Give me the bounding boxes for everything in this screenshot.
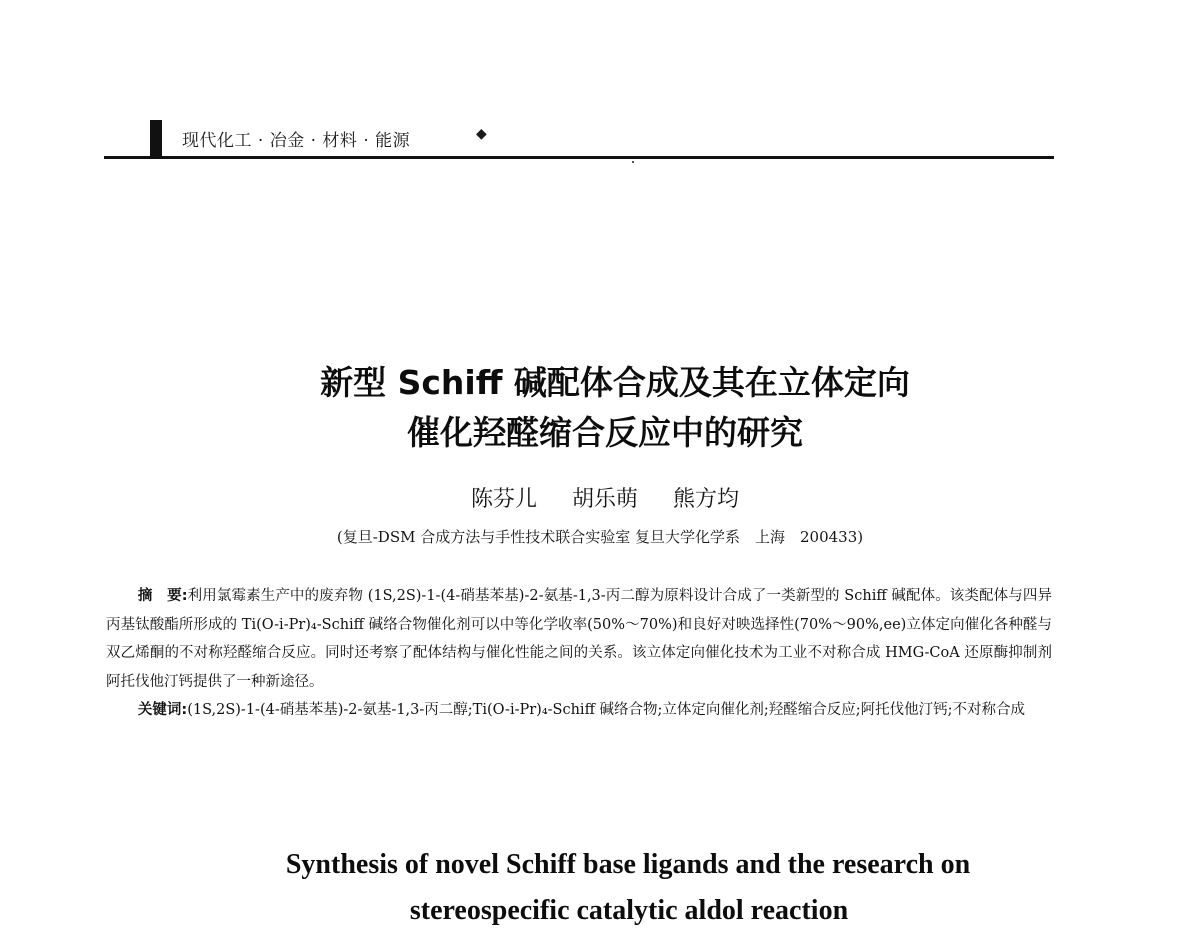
abstract-paragraph	[106, 582, 1052, 696]
english-title-line-1: Synthesis of novel Schiff base ligands and the research on	[285, 849, 971, 880]
header-rule	[104, 156, 1054, 159]
english-title	[0, 842, 1200, 934]
running-title: 现代化工 · 冶金 · 材料 · 能源	[182, 131, 411, 151]
diamond-icon: ◆	[476, 126, 487, 142]
author: 熊方均	[673, 487, 740, 512]
keywords-paragraph	[106, 696, 1052, 725]
abstract-section	[106, 582, 1052, 725]
keywords-text: (1S,2S)-1-(4-硝基苯基)-2-氨基-1,3-丙二醇;Ti(O-i-Pr)₄-Schiff 碱络合物;立体定向催化剂;羟醛缩合反应;阿托伐他汀钙;不对称合成	[187, 702, 1026, 718]
author: 陈芬儿	[470, 487, 537, 512]
chinese-title-line-2: 催化羟醛缩合反应中的研究	[407, 413, 803, 452]
running-header	[104, 118, 1054, 158]
affiliation: (复旦-DSM 合成方法与手性技术联合实验室 复旦大学化学系 上海 200433)	[336, 528, 864, 546]
keywords-label: 关键词:	[137, 702, 188, 718]
author: 胡乐萌	[571, 487, 638, 512]
header-marker-bar	[150, 120, 162, 156]
chinese-title	[0, 358, 1200, 458]
chinese-title-line-1: 新型 Schiff 碱配体合成及其在立体定向	[320, 363, 910, 402]
abstract-label: 摘 要:	[137, 588, 188, 604]
english-title-line-2: stereospecific catalytic aldol reaction	[409, 895, 849, 926]
scan-speck	[632, 161, 634, 163]
abstract-text: 利用氯霉素生产中的废弃物 (1S,2S)-1-(4-硝基苯基)-2-氨基-1,3-丙二醇为原料设计合成了一类新型的 Schiff 碱配体。该类配体与四异丙基钛酸酯所形成的 Ti(O-i-Pr)₄-Schiff 碱络合物催化剂可以中等化学收率(50%～70%)和良好对映选择性(70%～90%,ee)立体定向催化各种醛与双乙烯酮的不对称羟醛缩合反应。同时还考察了配体结构与催化性能之间的关系。该立体定向催化技术为工业不对称合成 HMG-CoA 还原酶抑制剂阿托伐他汀钙提供了一种新途径。	[106, 588, 1052, 690]
author-list	[0, 482, 1200, 513]
